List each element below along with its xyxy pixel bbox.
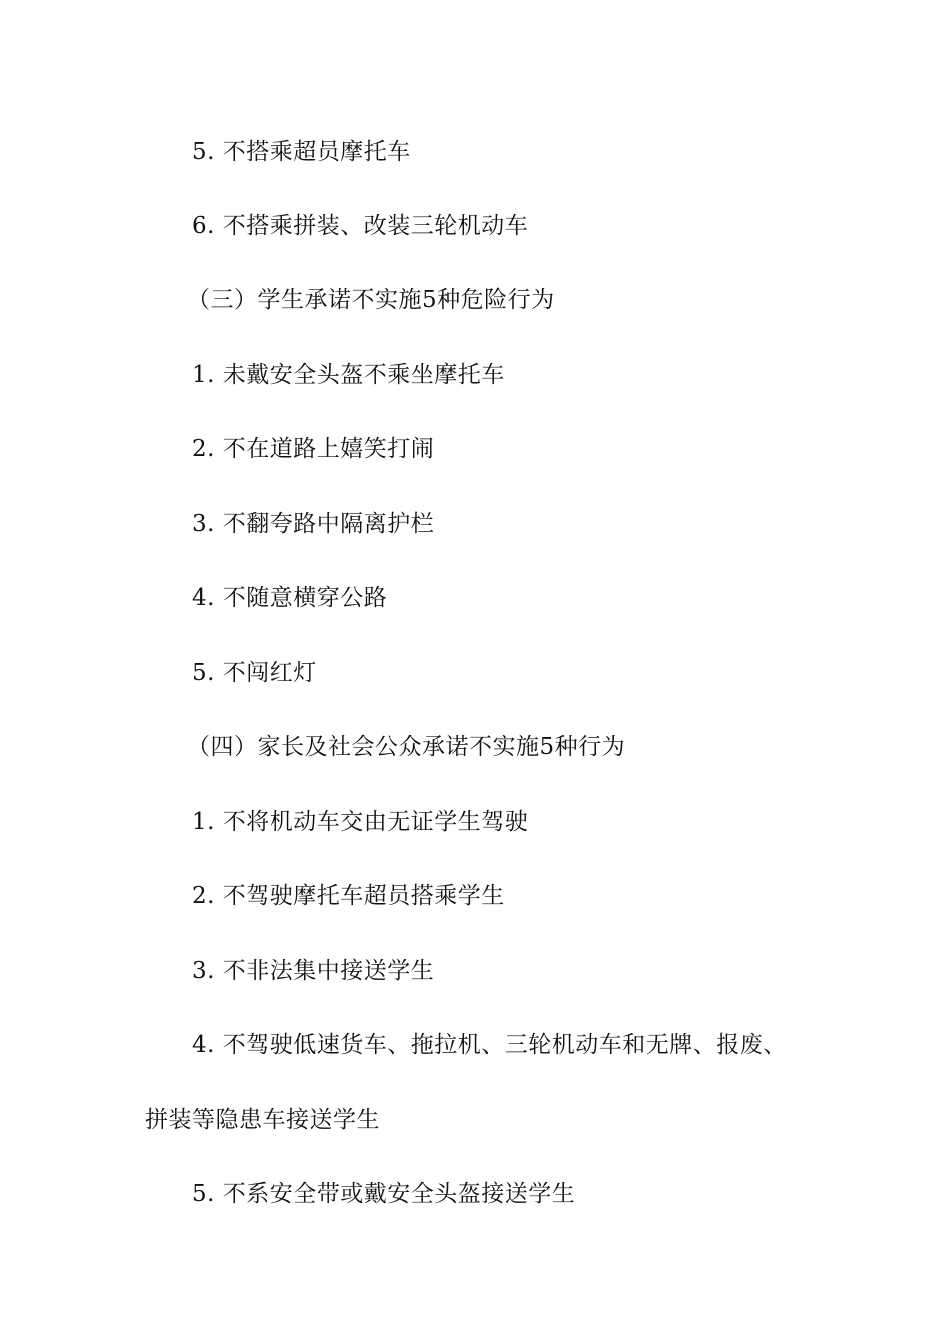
list-item: 1. 未戴安全头盔不乘坐摩托车 xyxy=(192,362,505,388)
section-heading: （三）学生承诺不实施5种危险行为 xyxy=(187,287,555,313)
list-item: 3. 不非法集中接送学生 xyxy=(192,958,435,984)
list-item: 5. 不闯红灯 xyxy=(192,660,317,686)
list-item: 5. 不搭乘超员摩托车 xyxy=(192,139,411,165)
section-heading: （四）家长及社会公众承诺不实施5种行为 xyxy=(187,734,626,760)
list-item: 6. 不搭乘拼装、改装三轮机动车 xyxy=(192,213,529,239)
list-item: 4. 不随意横穿公路 xyxy=(192,585,388,611)
list-item: 2. 不驾驶摩托车超员搭乘学生 xyxy=(192,883,505,909)
list-item-continuation: 拼装等隐患车接送学生 xyxy=(145,1107,380,1133)
list-item: 1. 不将机动车交由无证学生驾驶 xyxy=(192,809,529,835)
list-item: 3. 不翻夸路中隔离护栏 xyxy=(192,511,435,537)
list-item: 5. 不系安全带或戴安全头盔接送学生 xyxy=(192,1181,576,1207)
list-item: 2. 不在道路上嬉笑打闹 xyxy=(192,436,435,462)
list-item: 4. 不驾驶低速货车、拖拉机、三轮机动车和无牌、报废、 xyxy=(192,1032,787,1058)
